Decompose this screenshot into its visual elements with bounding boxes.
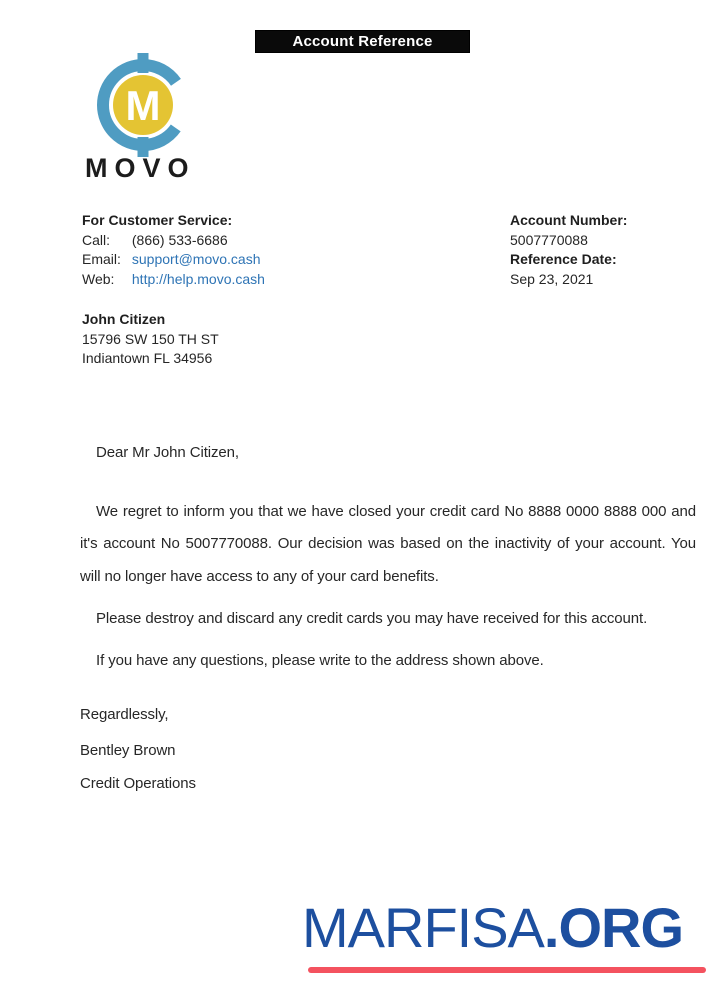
cent-symbol-icon bbox=[93, 53, 193, 157]
recipient-address-block bbox=[82, 310, 312, 369]
phone-number: (866) 533-6686 bbox=[131, 231, 228, 248]
help-site-link[interactable]: http://help.movo.cash bbox=[131, 270, 265, 287]
recipient-name: John Citizen bbox=[82, 311, 166, 327]
watermark-site-name bbox=[302, 897, 712, 959]
paragraph-questions: If you have any questions, please write to the address shown above. bbox=[96, 651, 544, 669]
account-info-block bbox=[510, 211, 695, 289]
signature-title: Credit Operations bbox=[80, 775, 196, 792]
document-title-bar bbox=[255, 30, 470, 53]
email-label: Email: bbox=[82, 251, 121, 267]
logo-monogram: M bbox=[125, 82, 161, 129]
recipient-address-line1: 15796 SW 150 TH ST bbox=[82, 330, 219, 347]
reference-date-value: Sep 23, 2021 bbox=[510, 270, 594, 287]
customer-service-heading: For Customer Service: bbox=[82, 212, 233, 228]
account-number-value: 5007770088 bbox=[510, 231, 588, 248]
support-email-link[interactable]: support@movo.cash bbox=[131, 251, 261, 267]
call-label: Call: bbox=[82, 231, 111, 248]
watermark-name: MARFISA bbox=[302, 896, 544, 959]
closing: Regardlessly, bbox=[80, 706, 169, 723]
brand-name: MOVO bbox=[85, 153, 196, 183]
email-row bbox=[82, 250, 312, 270]
web-row bbox=[82, 270, 312, 290]
signature-name: Bentley Brown bbox=[80, 741, 176, 759]
movo-logo bbox=[93, 53, 209, 157]
salutation: Dear Mr John Citizen, bbox=[96, 444, 239, 461]
customer-service-block bbox=[82, 211, 312, 289]
account-number-label: Account Number: bbox=[510, 212, 628, 228]
paragraph-closure-notice: We regret to inform you that we have closed your credit card No 8888 0000 8888 000 and it's account No 5007770088. Our decision was based on the inactivity of your account. You will no longer have access to any of your card benefits. bbox=[80, 502, 696, 585]
paragraph-destroy-cards: Please destroy and discard any credit cards you may have received for this account. bbox=[96, 610, 648, 627]
call-row bbox=[82, 231, 312, 251]
document-title: Account Reference bbox=[292, 33, 433, 50]
web-label: Web: bbox=[82, 270, 115, 287]
reference-date-label: Reference Date: bbox=[510, 251, 617, 267]
recipient-address-line2: Indiantown FL 34956 bbox=[82, 350, 213, 366]
watermark-tld: .ORG bbox=[543, 896, 684, 959]
watermark-underline bbox=[308, 967, 706, 973]
letter-body bbox=[80, 437, 696, 801]
